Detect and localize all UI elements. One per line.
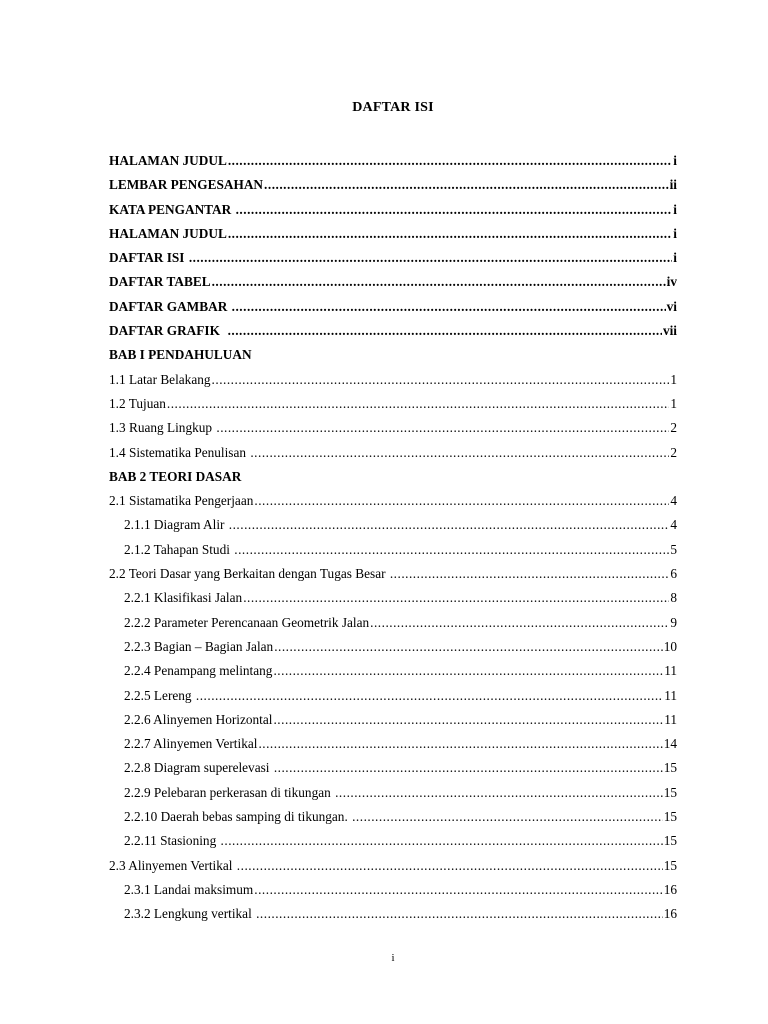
toc-entry[interactable] (109, 564, 677, 588)
toc-dot-leader (256, 904, 663, 924)
toc-dot-leader (167, 394, 669, 414)
toc-entry[interactable] (109, 418, 677, 442)
toc-entry-label: 2.2.2 Parameter Perencanaan Geometrik Jalan (124, 614, 370, 630)
toc-entry-page-number: 11 (664, 687, 677, 703)
toc-entry-page-number: 14 (663, 736, 677, 752)
toc-entry-label: 2.3.1 Landai maksimum (124, 881, 254, 897)
toc-entry-page-number: 11 (664, 663, 677, 679)
toc-dot-leader (335, 783, 663, 803)
toc-entry[interactable] (109, 904, 677, 928)
toc-dot-leader (250, 443, 669, 463)
toc-entry-page-number: 8 (670, 590, 677, 606)
toc-entry-page-number: vii (662, 323, 677, 339)
toc-entry[interactable] (109, 248, 677, 272)
toc-dot-leader (254, 880, 662, 900)
toc-entry[interactable] (109, 297, 677, 321)
toc-dot-leader (390, 564, 669, 584)
toc-entry-label: 1.2 Tujuan (109, 395, 166, 411)
table-of-contents (109, 151, 677, 929)
toc-entry-label: 1.3 Ruang Lingkup (109, 420, 216, 436)
toc-entry-label: 2.2.9 Pelebaran perkerasan di tikungan (124, 784, 335, 800)
toc-entry[interactable] (109, 540, 677, 564)
toc-entry[interactable] (109, 710, 677, 734)
toc-entry-page-number: 5 (670, 541, 677, 557)
toc-entry[interactable] (109, 443, 677, 467)
toc-entry[interactable] (109, 175, 677, 199)
toc-entry-page-number: 2 (670, 444, 677, 460)
toc-entry-label: 2.2.7 Alinyemen Vertikal (124, 736, 258, 752)
toc-entry[interactable] (109, 686, 677, 710)
toc-entry[interactable] (109, 321, 677, 345)
toc-entry-page-number: ii (669, 177, 677, 193)
toc-entry-page-number: vi (666, 298, 677, 314)
toc-entry-page-number: 15 (663, 833, 677, 849)
toc-entry-label: DAFTAR GAMBAR (109, 298, 231, 314)
toc-entry-page-number: 11 (664, 711, 677, 727)
toc-chapter-heading[interactable] (109, 467, 677, 491)
toc-dot-leader (237, 856, 663, 876)
toc-entry-label: BAB I PENDAHULUAN (109, 347, 252, 363)
toc-entry[interactable] (109, 370, 677, 394)
toc-dot-leader (216, 418, 669, 438)
page-number: i (391, 952, 395, 964)
toc-entry-page-number: iv (666, 274, 677, 290)
toc-entry-label: KATA PENGANTAR (109, 201, 235, 217)
toc-dot-leader (273, 710, 663, 730)
toc-dot-leader (212, 272, 666, 292)
toc-entry-page-number: i (673, 225, 677, 241)
toc-entry-label: 2.2.5 Lereng (124, 687, 195, 703)
toc-entry-page-number: 16 (663, 906, 677, 922)
toc-entry[interactable] (109, 515, 677, 539)
toc-entry[interactable] (109, 272, 677, 296)
toc-dot-leader (221, 831, 663, 851)
page-title: DAFTAR ISI (352, 100, 434, 115)
toc-entry-page-number: 1 (670, 395, 677, 411)
toc-entry[interactable] (109, 200, 677, 224)
toc-chapter-heading[interactable] (109, 345, 677, 369)
toc-entry-page-number: 2 (670, 420, 677, 436)
toc-entry-label: 2.2.8 Diagram superelevasi (124, 760, 273, 776)
toc-entry-page-number: i (673, 153, 677, 168)
toc-entry-page-number: i (673, 250, 677, 266)
toc-entry-page-number: 4 (670, 517, 677, 533)
toc-entry-page-number: 15 (663, 760, 677, 776)
toc-dot-leader (189, 248, 672, 268)
toc-entry-label: 2.2 Teori Dasar yang Berkaitan dengan Tugas Besar (109, 566, 389, 582)
toc-entry-label: 2.2.4 Penampang melintang (124, 663, 273, 679)
toc-entry[interactable] (109, 807, 677, 831)
toc-dot-leader (228, 321, 662, 341)
toc-entry-page-number: 15 (663, 809, 677, 825)
toc-entry-page-number: i (673, 201, 677, 217)
toc-dot-leader (352, 807, 663, 827)
toc-entry[interactable] (109, 661, 677, 685)
toc-entry-label: BAB 2 TEORI DASAR (109, 468, 242, 484)
toc-entry-label: 2.2.3 Bagian – Bagian Jalan (124, 638, 274, 654)
toc-entry-label: 1.4 Sistematika Penulisan (109, 444, 250, 460)
toc-dot-leader (254, 491, 669, 511)
toc-dot-leader (228, 151, 672, 171)
toc-dot-leader (243, 588, 669, 608)
toc-entry-label: 1.1 Latar Belakang (109, 371, 211, 387)
toc-entry-label: 2.3.2 Lengkung vertikal (124, 906, 256, 922)
toc-dot-leader (264, 175, 669, 195)
toc-entry-label: 2.2.11 Stasioning (124, 833, 220, 849)
toc-entry[interactable] (109, 783, 677, 807)
toc-entry[interactable] (109, 758, 677, 782)
toc-dot-leader (229, 515, 670, 535)
toc-dot-leader (234, 540, 669, 560)
toc-entry-label: 2.2.1 Klasifikasi Jalan (124, 590, 243, 606)
toc-entry-label: HALAMAN JUDUL (109, 153, 227, 168)
toc-entry[interactable] (109, 224, 677, 248)
toc-entry-page-number: 6 (670, 566, 677, 582)
toc-entry[interactable] (109, 491, 677, 515)
toc-entry-page-number: 10 (663, 638, 677, 654)
toc-entry-page-number: 15 (663, 784, 677, 800)
toc-dot-leader (228, 224, 672, 244)
toc-entry-label: LEMBAR PENGESAHAN (109, 177, 264, 193)
toc-entry[interactable] (109, 394, 677, 418)
toc-entry[interactable] (109, 588, 677, 612)
toc-entry[interactable] (109, 613, 677, 637)
toc-entry-page-number: 9 (670, 614, 677, 630)
toc-entry-label: 2.1 Sistamatika Pengerjaan (109, 493, 254, 509)
toc-entry[interactable] (109, 856, 677, 880)
toc-entry[interactable] (109, 637, 677, 661)
toc-entry-page-number: 16 (663, 881, 677, 897)
toc-entry-page-number: 1 (670, 371, 677, 387)
toc-entry-label: DAFTAR TABEL (109, 274, 211, 290)
toc-dot-leader (274, 758, 663, 778)
toc-entry[interactable] (109, 151, 677, 175)
toc-entry-label: 2.2.10 Daerah bebas samping di tikungan. (124, 809, 352, 825)
toc-entry-label: DAFTAR ISI (109, 250, 188, 266)
toc-dot-leader (232, 297, 666, 317)
toc-entry-label: 2.1.1 Diagram Alir (124, 517, 228, 533)
toc-dot-leader (258, 734, 662, 754)
toc-dot-leader (273, 661, 663, 681)
toc-entry-label: 2.1.2 Tahapan Studi (124, 541, 234, 557)
toc-entry[interactable] (109, 880, 677, 904)
toc-dot-leader (370, 613, 669, 633)
toc-dot-leader (236, 200, 673, 220)
toc-dot-leader (212, 370, 670, 390)
toc-entry-label: HALAMAN JUDUL (109, 225, 227, 241)
toc-entry-label: 2.3 Alinyemen Vertikal (109, 857, 236, 873)
toc-entry-label: 2.2.6 Alinyemen Horizontal (124, 711, 273, 727)
toc-entry-page-number: 4 (670, 493, 677, 509)
toc-dot-leader (196, 686, 663, 706)
toc-dot-leader (274, 637, 663, 657)
toc-entry-page-number: 15 (663, 857, 677, 873)
toc-entry[interactable] (109, 734, 677, 758)
toc-entry[interactable] (109, 831, 677, 855)
toc-entry-label: DAFTAR GRAFIK (109, 323, 227, 339)
